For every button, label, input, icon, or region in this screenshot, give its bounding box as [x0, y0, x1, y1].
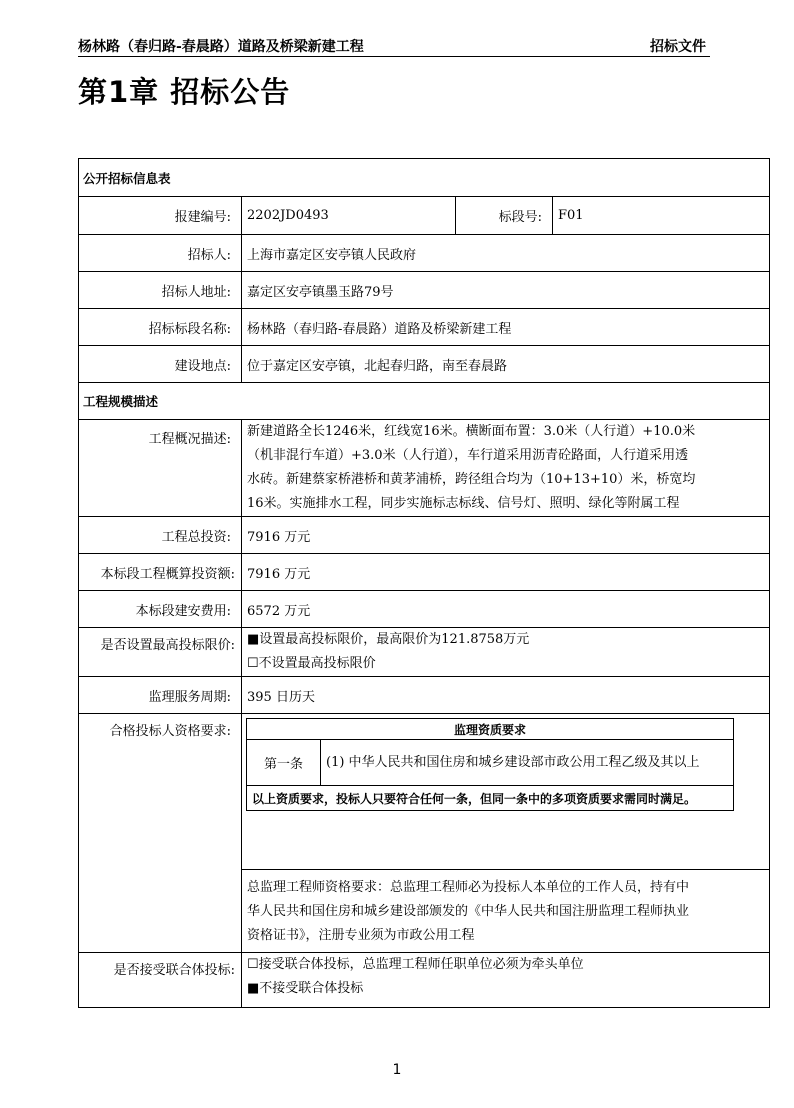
row-total-investment — [79, 517, 770, 554]
section-no-label: 标段号: — [456, 197, 553, 235]
address-value: 嘉定区安亭镇墨玉路79号 — [242, 272, 770, 309]
page-number: 1 — [392, 1062, 402, 1078]
row-construction-cost — [79, 591, 770, 628]
header-project-title: 杨林路（春归路-春晨路）道路及桥梁新建工程 — [78, 39, 364, 55]
section-title-scale: 工程规模描述 — [79, 383, 770, 420]
row-overview — [79, 420, 770, 517]
chapter-title: 第1章 招标公告 — [78, 75, 291, 109]
chief-req-line: 资格证书》，注册专业须为市政公用工程 — [247, 928, 475, 943]
chief-engineer-requirement — [242, 870, 769, 952]
qualification-table — [246, 718, 734, 811]
row-section-name — [79, 309, 770, 346]
overview-line: 新建道路全长1246米，红线宽16米。横断面布置：3.0米（人行道）+10.0米 — [247, 424, 696, 439]
reg-no-value: 2202JD0493 — [242, 197, 456, 235]
section-name-value: 杨林路（春归路-春晨路）道路及桥梁新建工程 — [242, 309, 770, 346]
consortium-option-accept: ☐接受联合体投标，总监理工程师任职单位必须为牵头单位 — [247, 957, 584, 972]
row-tenderer — [79, 235, 770, 272]
reg-no-label: 报建编号: — [79, 197, 242, 235]
overview-line: （机非混行车道）+3.0米（人行道），车行道采用沥青砼路面，人行道采用透 — [247, 448, 689, 463]
row-budget — [79, 554, 770, 591]
section-name-label: 招标标段名称: — [79, 309, 242, 346]
row-consortium — [79, 953, 770, 1008]
service-period-label: 监理服务周期: — [79, 677, 242, 714]
tenderer-value: 上海市嘉定区安亭镇人民政府 — [242, 235, 770, 272]
chief-req-line: 华人民共和国住房和城乡建设部颁发的《中华人民共和国注册监理工程师执业 — [247, 904, 690, 919]
total-investment-label: 工程总投资: — [79, 517, 242, 554]
overview-line: 水砖。新建蔡家桥港桥和黄茅浦桥，跨径组合均为（10+13+10）米，桥宽均 — [247, 472, 696, 487]
service-period-value: 395 日历天 — [242, 677, 770, 714]
overview-value — [242, 420, 770, 517]
row-reg-no — [79, 197, 770, 235]
page-header — [78, 36, 710, 57]
budget-value: 7916 万元 — [242, 554, 770, 591]
qual-table-title: 监理资质要求 — [247, 719, 734, 740]
header-doc-type: 招标文件 — [650, 39, 706, 55]
max-price-option-unset: ☐不设置最高投标限价 — [247, 656, 376, 671]
consortium-options — [242, 953, 770, 1008]
row-service-period — [79, 677, 770, 714]
max-price-options — [242, 628, 770, 677]
row-address — [79, 272, 770, 309]
row-max-price — [79, 628, 770, 677]
max-price-option-set: ■设置最高投标限价，最高限价为121.8758万元 — [247, 632, 530, 647]
qualification-label: 合格投标人资格要求: — [79, 714, 242, 953]
total-investment-value: 7916 万元 — [242, 517, 770, 554]
location-value: 位于嘉定区安亭镇，北起春归路，南至春晨路 — [242, 346, 770, 383]
tender-info-table — [78, 158, 770, 1008]
qual-clause-text: (1) 中华人民共和国住房和城乡建设部市政公用工程乙级及其以上 — [321, 740, 734, 786]
qual-spacer — [242, 811, 769, 870]
section-no-value: F01 — [553, 197, 770, 235]
construction-cost-label: 本标段建安费用: — [79, 591, 242, 628]
tenderer-label: 招标人: — [79, 235, 242, 272]
chief-req-line: 总监理工程师资格要求：总监理工程师必为投标人本单位的工作人员，持有中 — [247, 880, 690, 895]
section-title-info: 公开招标信息表 — [79, 159, 770, 197]
max-price-label: 是否设置最高投标限价: — [79, 628, 242, 677]
consortium-option-reject: ■不接受联合体投标 — [247, 981, 364, 996]
qual-note: 以上资质要求，投标人只要符合任何一条，但同一条中的多项资质要求需同时满足。 — [247, 786, 734, 811]
budget-label: 本标段工程概算投资额: — [79, 554, 242, 591]
address-label: 招标人地址: — [79, 272, 242, 309]
qualification-content — [242, 714, 770, 953]
construction-cost-value: 6572 万元 — [242, 591, 770, 628]
overview-label: 工程概况描述: — [79, 420, 242, 517]
overview-line: 16米。实施排水工程，同步实施标志标线、信号灯、照明、绿化等附属工程 — [247, 496, 680, 511]
row-location — [79, 346, 770, 383]
qual-clause-number: 第一条 — [247, 740, 321, 786]
consortium-label: 是否接受联合体投标: — [79, 953, 242, 1008]
row-qualification — [79, 714, 770, 953]
location-label: 建设地点: — [79, 346, 242, 383]
